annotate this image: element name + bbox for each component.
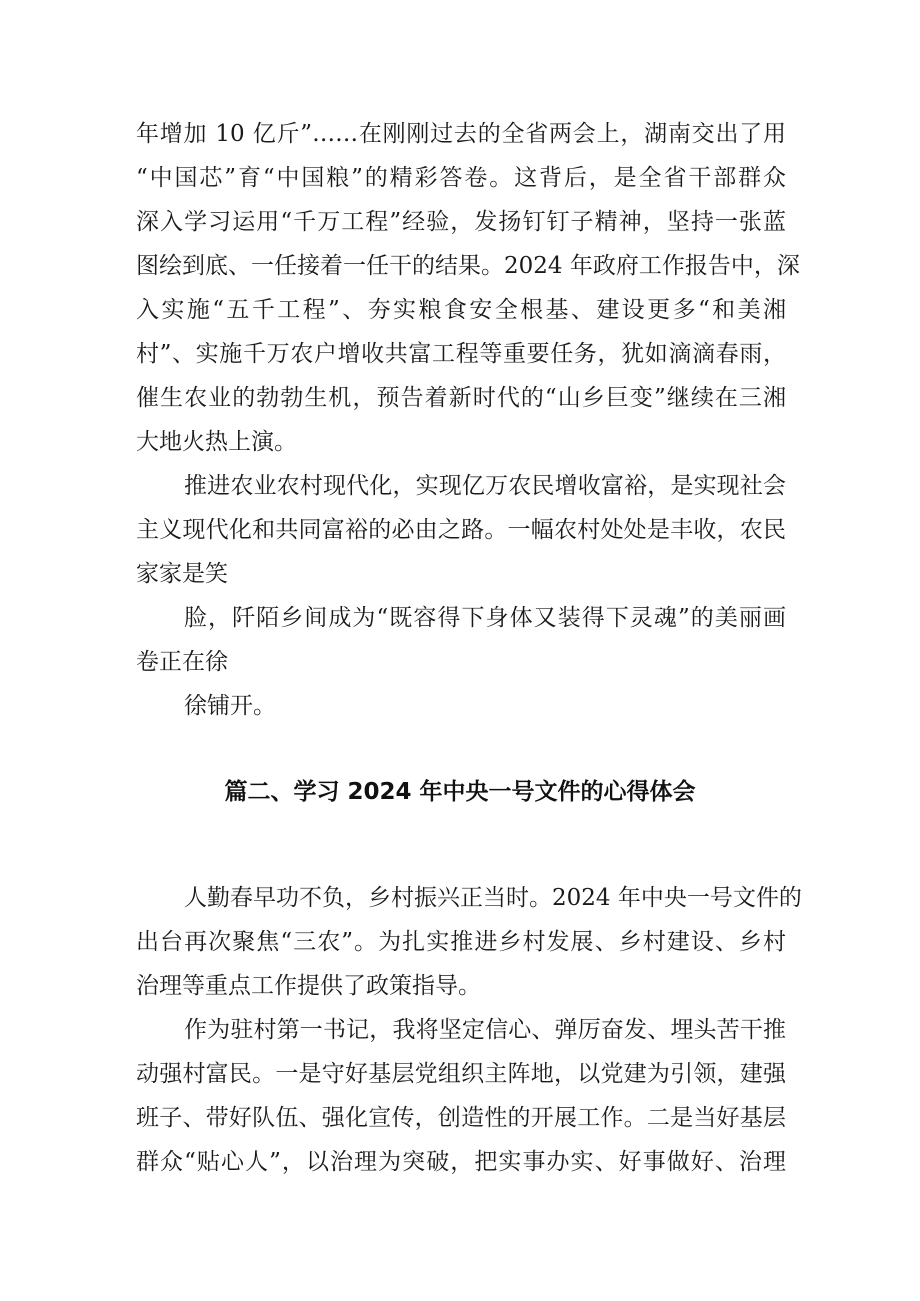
- s2p2-line-4: 群众“贴心人”，以治理为突破，把实事办实、好事做好、治理: [136, 1149, 786, 1175]
- p1-line-3: 深入学习运用“千万工程”经验，发扬钉钉子精神，坚持一张蓝: [136, 209, 786, 235]
- s2p2-line-3: 班子、带好队伍、强化宣传，创造性的开展工作。二是当好基层: [136, 1105, 786, 1131]
- p1-line-2: “中国芯”育“中国粮”的精彩答卷。这背后，是全省干部群众: [136, 165, 786, 191]
- p3-line-1: 脸，阡陌乡间成为“既容得下身体又装得下灵魂”的美丽画: [184, 605, 786, 631]
- p2-line-3: 家家是笑: [136, 561, 228, 587]
- p3-line-2: 卷正在徐: [136, 649, 228, 675]
- section-heading: 篇二、学习 2024 年中央一号文件的心得体会: [224, 779, 696, 805]
- p1-line-8: 大地火热上演。: [136, 429, 297, 455]
- s2p1-line-3: 治理等重点工作提供了政策指导。: [136, 973, 481, 999]
- s2p2-line-1: 作为驻村第一书记，我将坚定信心、弹厉奋发、埋头苦干推: [184, 1017, 786, 1043]
- s2p1-line-1: 人勤春早功不负，乡村振兴正当时。2024 年中央一号文件的: [184, 885, 802, 911]
- p1-line-5: 入实施“五千工程”、夯实粮食安全根基、建设更多“和美湘: [136, 297, 786, 323]
- p1-line-7: 催生农业的勃勃生机，预告着新时代的“山乡巨变”继续在三湘: [136, 385, 786, 411]
- p1-line-1: 年增加 10 亿斤”……在刚刚过去的全省两会上，湖南交出了用: [136, 121, 786, 147]
- p2-line-2: 主义现代化和共同富裕的必由之路。一幅农村处处是丰收，农民: [136, 517, 786, 543]
- p2-line-1: 推进农业农村现代化，实现亿万农民增收富裕，是实现社会: [184, 473, 786, 499]
- s2p2-line-2: 动强村富民。一是守好基层党组织主阵地，以党建为引领，建强: [136, 1061, 786, 1087]
- s2p1-line-2: 出台再次聚焦“三农”。为扎实推进乡村发展、乡村建设、乡村: [136, 929, 786, 955]
- p1-line-6: 村”、实施千万农户增收共富工程等重要任务，犹如滴滴春雨，: [136, 341, 786, 367]
- p1-line-4: 图绘到底、一任接着一任干的结果。2024 年政府工作报告中，深: [136, 253, 800, 279]
- p4-line-1: 徐铺开。: [184, 693, 276, 719]
